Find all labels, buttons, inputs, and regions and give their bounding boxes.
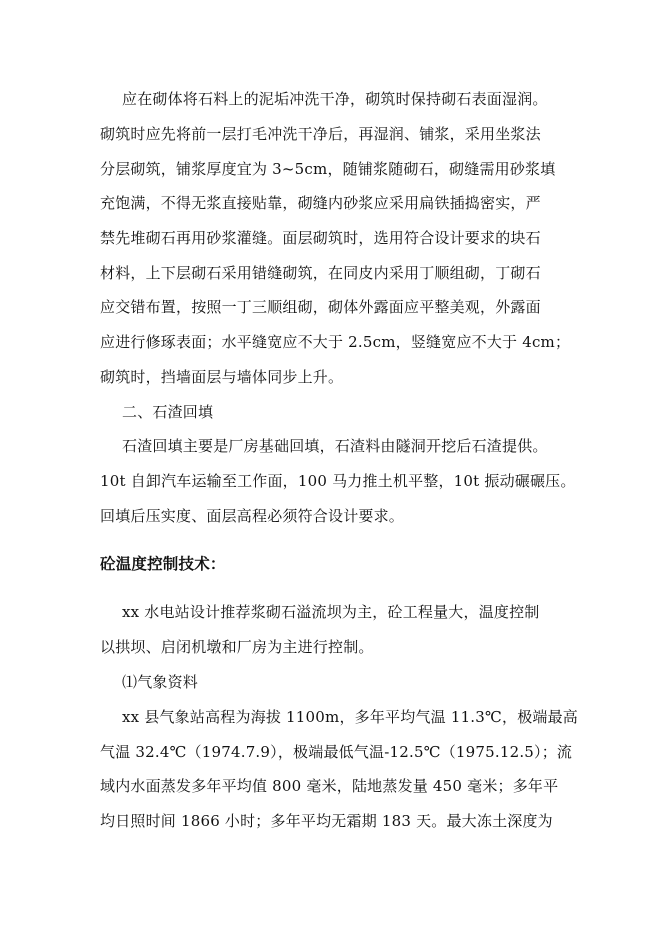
paragraph-line: 应交错布置，按照一丁三顺组砌，砌体外露面应平整美观，外露面 [100, 298, 541, 316]
subsection-title: ⑴气象资料 [122, 673, 199, 691]
paragraph-line: 气温 32.4℃（1974.7.9），极端最低气温-12.5℃（1975.12.5）；流 [100, 743, 573, 761]
paragraph-line: xx 水电站设计推荐浆砌石溢流坝为主，砼工程量大，温度控制 [122, 603, 540, 621]
paragraph-line: 砌筑时应先将前一层打毛冲洗干净后，再湿润、铺浆，采用坐浆法 [100, 125, 541, 143]
paragraph-line: 应在砌体将石料上的泥垢冲洗干净，砌筑时保持砌石表面湿润。 [122, 90, 548, 108]
paragraph-line: 域内水面蒸发多年平均值 800 毫米，陆地蒸发量 450 毫米；多年平 [100, 777, 559, 795]
paragraph-line: 均日照时间 1866 小时；多年平均无霜期 183 天。最大冻土深度为 [100, 812, 553, 830]
paragraph-line: 分层砌筑，铺浆厚度宜为 3~5cm，随铺浆随砌石，砌缝需用砂浆填 [100, 160, 556, 178]
section-title: 二、石渣回填 [122, 403, 214, 421]
paragraph-line: 材料，上下层砌石采用错缝砌筑，在同皮内采用丁顺组砌，丁砌石 [100, 264, 541, 282]
paragraph-line: 回填后压实度、面层高程必须符合设计要求。 [100, 507, 405, 525]
paragraph-line: 以拱坝、启闭机墩和厂房为主进行控制。 [100, 638, 374, 656]
paragraph-line: 充饱满，不得无浆直接贴靠，砌缝内砂浆应采用扁铁插捣密实，严 [100, 194, 541, 212]
paragraph-line: 禁先堆砌石再用砂浆灌缝。面层砌筑时，选用符合设计要求的块石 [100, 229, 541, 247]
paragraph-line: 砌筑时，挡墙面层与墙体同步上升。 [100, 368, 344, 386]
heading: 砼温度控制技术： [100, 555, 226, 573]
paragraph-line: 10t 自卸汽车运输至工作面，100 马力推土机平整，10t 振动碾碾压。 [100, 472, 576, 490]
paragraph-line: 石渣回填主要是厂房基础回填，石渣料由隧洞开挖后石渣提供。 [122, 437, 548, 455]
paragraph-line: xx 县气象站高程为海拔 1100m，多年平均气温 11.3℃，极端最高 [122, 708, 579, 726]
paragraph-line: 应进行修琢表面；水平缝宽应不大于 2.5cm，竖缝宽应不大于 4cm； [100, 333, 571, 351]
